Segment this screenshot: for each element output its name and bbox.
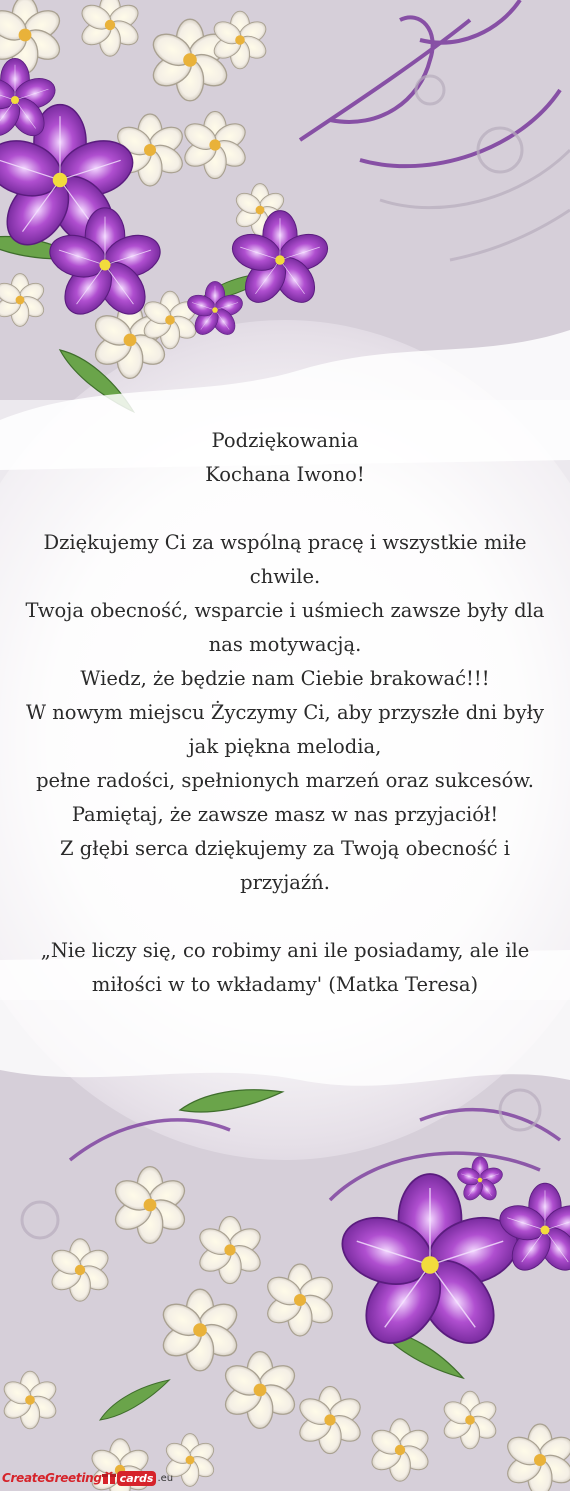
site-logo[interactable] (2, 1467, 173, 1489)
message-line: jak piękna melodia, (188, 735, 382, 758)
logo-create-text: CreateGreeting (2, 1471, 102, 1485)
message-line: chwile. (249, 565, 321, 588)
gift-icon (102, 1471, 116, 1485)
blank-line (20, 492, 550, 526)
message-line: Z głębi serca dziękujemy za Twoją obecność i (60, 837, 510, 860)
card-title: Podziękowania (211, 429, 359, 452)
message-line: Dziękujemy Ci za wspólną pracę i wszystkie miłe (43, 531, 527, 554)
message-line: przyjaźń. (240, 871, 330, 894)
message-line: Wiedz, że będzie nam Ciebie brakować!!! (80, 667, 490, 690)
message-line: W nowym miejscu Życzymy Ci, aby przyszłe dni były (25, 701, 545, 724)
logo-tld-text: .eu (157, 1472, 174, 1484)
salutation: Kochana Iwono! (205, 463, 365, 486)
message-line: nas motywacją. (208, 633, 362, 656)
message-line: pełne radości, spełnionych marzeń oraz sukcesów. (36, 769, 534, 792)
message-line: Twoja obecność, wsparcie i uśmiech zawsze były dla (25, 599, 545, 622)
blank-line (20, 900, 550, 934)
message-line: Pamiętaj, że zawsze masz w nas przyjaciół! (71, 803, 499, 826)
logo-cards-text: cards (117, 1471, 157, 1486)
quote-line: „Nie liczy się, co robimy ani ile posiadamy, ale ile (40, 939, 530, 962)
quote-line: miłości w to wkładamy' (Matka Teresa) (91, 973, 479, 996)
greeting-text (20, 424, 550, 1002)
